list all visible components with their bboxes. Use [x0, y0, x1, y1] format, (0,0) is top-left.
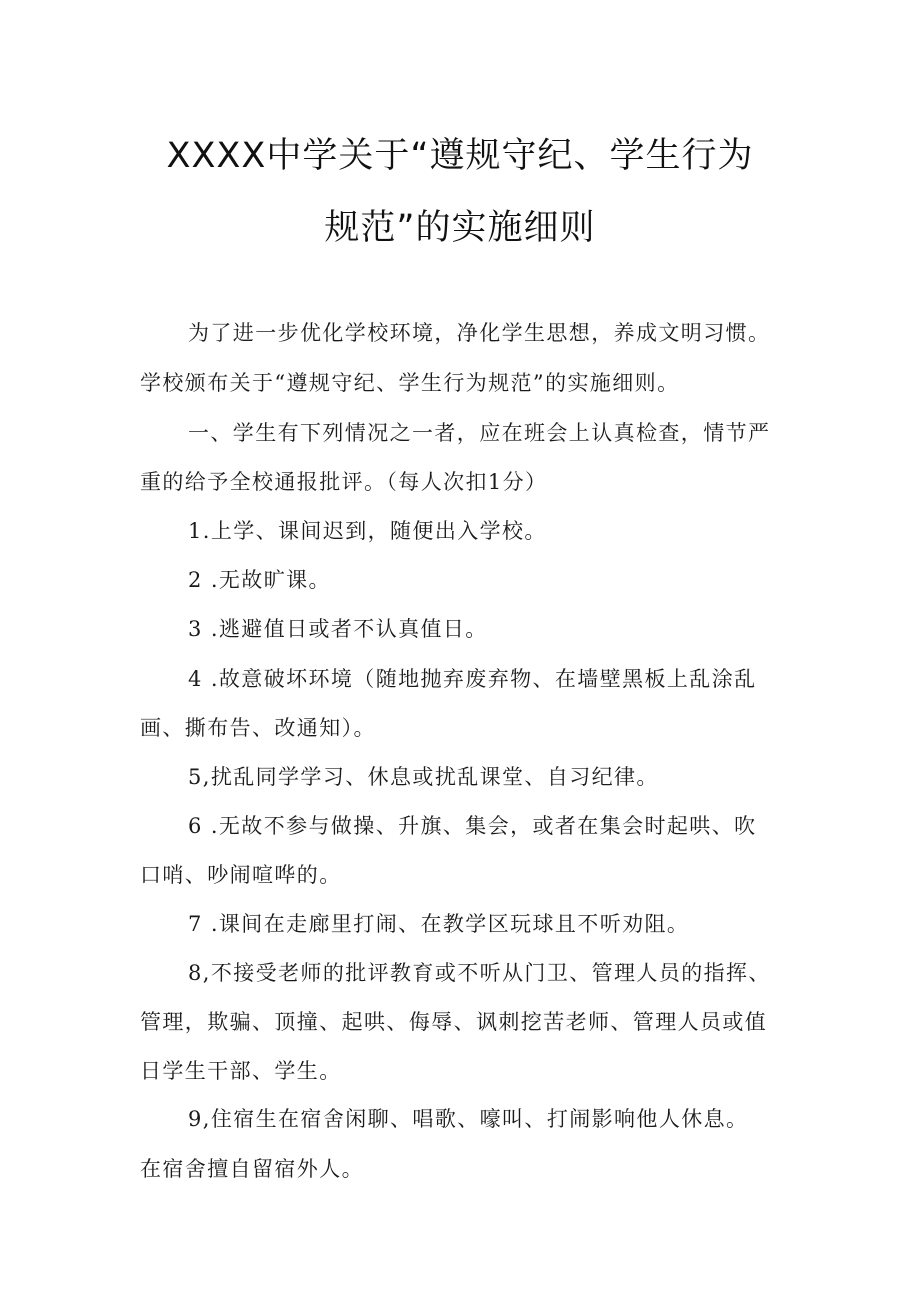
rule-item-1: 1.上学、课间迟到，随便出入学校。 [188, 519, 547, 543]
rule-item-4-line-1: 4 .故意破坏环境（随地抛弃废弃物、在墙壁黑板上乱涂乱 [188, 667, 757, 691]
rule-item-6-line-1: 6 .无故不参与做操、升旗、集会，或者在集会时起哄、吹 [188, 814, 757, 838]
rule-item-9-line-2: 在宿舍擅自留宿外人。 [140, 1157, 364, 1181]
rule-item-7: 7 .课间在走廊里打闹、在教学区玩球且不听劝阻。 [188, 912, 690, 936]
rule-item-8-line-1: 8,不接受老师的批评教育或不听从门卫、管理人员的指挥、 [188, 961, 771, 985]
document-title-line-1: XXXX中学关于“遵规守纪、学生行为 [166, 136, 754, 176]
document-title-line-2: 规范”的实施细则 [324, 208, 596, 248]
rule-item-4-line-2: 画、撕布告、改通知）。 [140, 716, 376, 740]
rule-item-8-line-2: 管理，欺骗、顶撞、起哄、侮辱、讽刺挖苦老师、管理人员或值 [140, 1010, 768, 1034]
rule-item-5: 5,扰乱同学学习、休息或扰乱课堂、自习纪律。 [188, 765, 659, 789]
section-one-heading-line-1: 一、学生有下列情况之一者，应在班会上认真检查，情节严 [188, 421, 771, 445]
rule-item-3: 3 .逃避值日或者不认真值日。 [188, 617, 488, 641]
section-one-heading-line-2: 重的给予全校通报批评。（每人次扣1分） [140, 470, 548, 494]
intro-paragraph-line-2: 学校颁布关于“遵规守纪、学生行为规范”的实施细则。 [140, 371, 680, 395]
rule-item-6-line-2: 口哨、吵闹喧哗的。 [140, 863, 342, 887]
intro-paragraph-line-1: 为了进一步优化学校环境，净化学生思想，养成文明习惯。 [188, 321, 771, 345]
rule-item-8-line-3: 日学生干部、学生。 [140, 1059, 342, 1083]
rule-item-9-line-1: 9,住宿生在宿舍闲聊、唱歌、嚎叫、打闹影响他人休息。 [188, 1107, 749, 1131]
rule-item-2: 2 .无故旷课。 [188, 568, 331, 592]
